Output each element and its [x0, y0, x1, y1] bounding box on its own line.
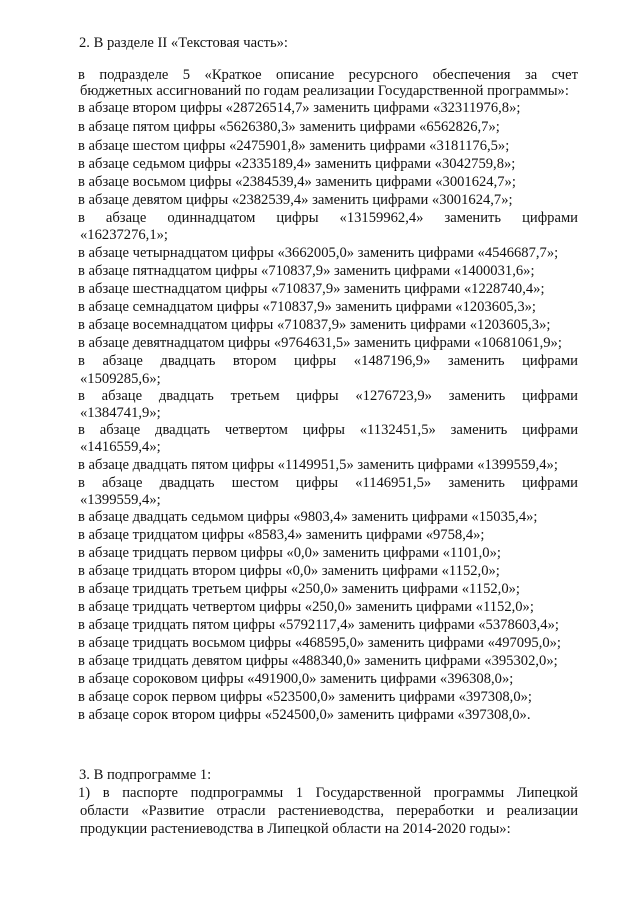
amendment-item: в абзаце пятом цифры «5626380,3» заменить цифрами «6562826,7»; [78, 119, 500, 135]
amendment-item: в абзаце двадцать шестом цифры «1146951,5» заменить цифрами [78, 475, 578, 491]
amendment-item: в абзаце втором цифры «28726514,7» заменить цифрами «32311976,8»; [78, 100, 521, 116]
amendment-item: в абзаце двадцать седьмом цифры «9803,4» заменить цифрами «15035,4»; [78, 509, 538, 525]
amendment-item: в абзаце тридцать восьмом цифры «468595,0» заменить цифрами «497095,0»; [78, 635, 561, 651]
section-3-paragraph-line: области «Развитие отрасли растениеводства, переработки и реализации [80, 803, 578, 819]
amendment-item: в абзаце восемнадцатом цифры «710837,9» заменить цифрами «1203605,3»; [78, 317, 551, 333]
amendment-item: в абзаце тридцать втором цифры «0,0» заменить цифрами «1152,0»; [78, 563, 500, 579]
amendment-item: в абзаце семнадцатом цифры «710837,9» заменить цифрами «1203605,3»; [78, 299, 536, 315]
amendment-item: в абзаце девятнадцатом цифры «9764631,5» заменить цифрами «10681061,9»; [78, 335, 562, 351]
amendment-item: в абзаце сороковом цифры «491900,0» заменить цифрами «396308,0»; [78, 671, 514, 687]
amendment-item: в абзаце восьмом цифры «2384539,4» заменить цифрами «3001624,7»; [78, 174, 516, 190]
subsection-line: в подразделе 5 «Краткое описание ресурсного обеспечения за счет [78, 67, 578, 83]
amendment-item: в абзаце тридцатом цифры «8583,4» заменить цифрами «9758,4»; [78, 527, 485, 543]
amendment-item-continuation: «1509285,6»; [80, 371, 161, 387]
amendment-item: в абзаце седьмом цифры «2335189,4» заменить цифрами «3042759,8»; [78, 156, 516, 172]
amendment-item: в абзаце двадцать пятом цифры «1149951,5» заменить цифрами «1399559,4»; [78, 457, 558, 473]
amendment-item: в абзаце тридцать девятом цифры «488340,0» заменить цифрами «395302,0»; [78, 653, 558, 669]
amendment-item: в абзаце девятом цифры «2382539,4» заменить цифрами «3001624,7»; [78, 192, 513, 208]
amendment-item: в абзаце пятнадцатом цифры «710837,9» заменить цифрами «1400031,6»; [78, 263, 535, 279]
amendment-item: в абзаце шестнадцатом цифры «710837,9» заменить цифрами «1228740,4»; [78, 281, 545, 297]
section-2-heading: 2. В разделе II «Текстовая часть»: [79, 35, 288, 51]
amendment-item: в абзаце тридцать четвертом цифры «250,0» заменить цифрами «1152,0»; [78, 599, 534, 615]
amendment-item: в абзаце тридцать первом цифры «0,0» заменить цифрами «1101,0»; [78, 545, 501, 561]
amendment-item-continuation: «1399559,4»; [80, 492, 161, 508]
amendment-item-continuation: «1416559,4»; [80, 439, 161, 455]
amendment-item: в абзаце тридцать третьем цифры «250,0» заменить цифрами «1152,0»; [78, 581, 520, 597]
amendment-item: в абзаце сорок первом цифры «523500,0» заменить цифрами «397308,0»; [78, 689, 532, 705]
amendment-item-continuation: «16237276,1»; [80, 227, 168, 243]
section-3-heading: 3. В подпрограмме 1: [79, 767, 212, 783]
section-3-paragraph-line: продукции растениеводства в Липецкой области на 2014-2020 годы»: [80, 821, 511, 837]
amendment-item: в абзаце шестом цифры «2475901,8» заменить цифрами «3181176,5»; [78, 138, 510, 154]
amendment-item: в абзаце двадцать втором цифры «1487196,9» заменить цифрами [78, 353, 578, 369]
subsection-line: бюджетных ассигнований по годам реализации Государственной программы»: [80, 83, 569, 99]
section-3-paragraph-line: 1) в паспорте подпрограммы 1 Государственной программы Липецкой [78, 785, 578, 801]
amendment-item: в абзаце двадцать четвертом цифры «1132451,5» заменить цифрами [78, 422, 578, 438]
amendment-item: в абзаце сорок втором цифры «524500,0» заменить цифрами «397308,0». [78, 707, 531, 723]
amendment-item-continuation: «1384741,9»; [80, 405, 161, 421]
amendment-item: в абзаце тридцать пятом цифры «5792117,4» заменить цифрами «5378603,4»; [78, 617, 559, 633]
amendment-item: в абзаце четырнадцатом цифры «3662005,0» заменить цифрами «4546687,7»; [78, 245, 559, 261]
amendment-item: в абзаце одиннадцатом цифры «13159962,4» заменить цифрами [78, 210, 578, 226]
amendment-item: в абзаце двадцать третьем цифры «1276723,9» заменить цифрами [78, 388, 578, 404]
